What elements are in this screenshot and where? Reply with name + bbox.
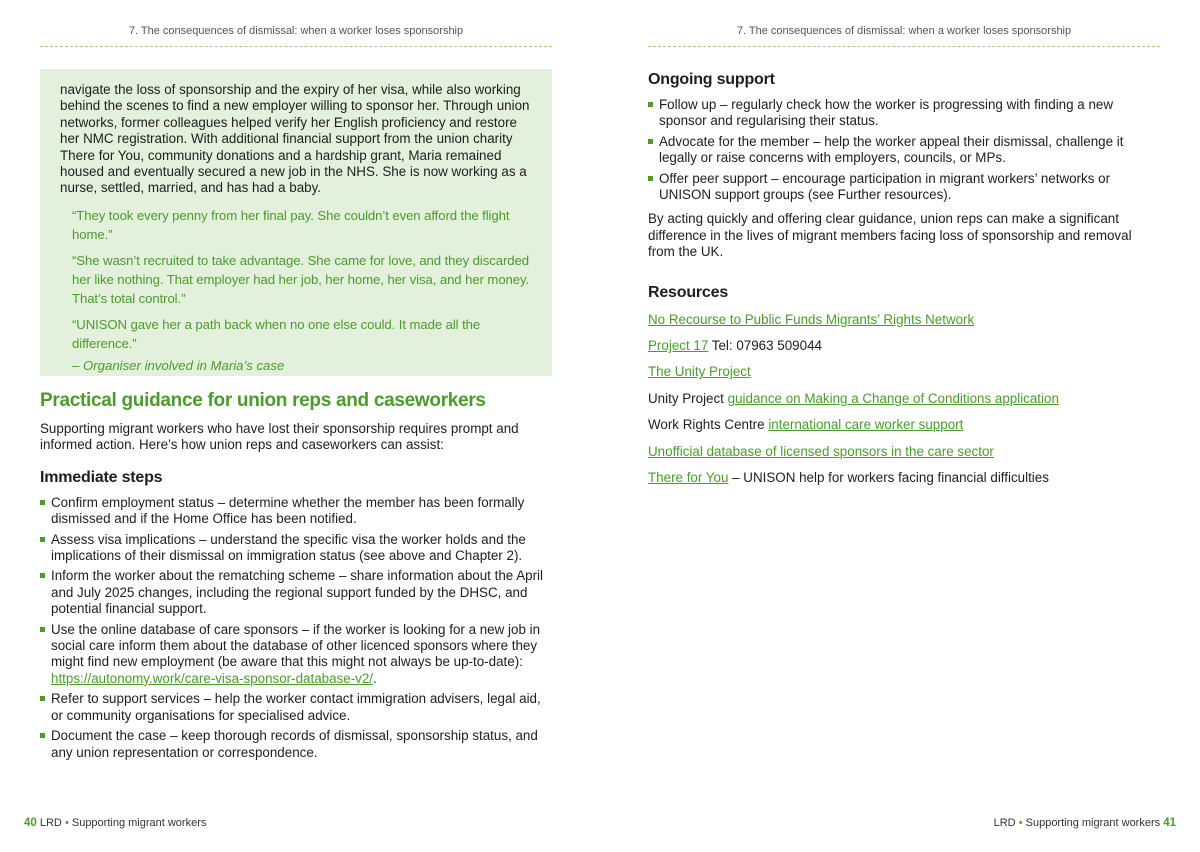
list-item (648, 134, 1160, 167)
resources-heading: Resources (648, 283, 729, 301)
running-head: 7. The consequences of dismissal: when a worker loses sponsorship (648, 25, 1160, 47)
list-item-text: Offer peer support – encourage participation in migrant workers’ networks or UNISON support groups (see Further resources). (659, 170, 1111, 203)
resource-item (648, 444, 1160, 460)
care-worker-support-link[interactable]: international care worker support (768, 417, 964, 433)
footer-title: Supporting migrant workers (1025, 817, 1161, 829)
resource-item (648, 312, 1160, 328)
bullet-square-icon (40, 733, 45, 738)
bullet-square-icon (40, 500, 45, 505)
bullet-square-icon (40, 696, 45, 701)
project-17-link[interactable]: Project 17 (648, 338, 709, 354)
list-item-text: Refer to support services – help the worker contact immigration advisers, legal aid, or community organisations for specialised advice. (51, 691, 541, 723)
resource-item (648, 391, 1160, 407)
footer-bullet: • (64, 817, 69, 829)
resource-item (648, 338, 1160, 354)
bullet-square-icon (40, 627, 45, 632)
resource-item (648, 417, 1160, 433)
running-head: 7. The consequences of dismissal: when a worker loses sponsorship (40, 25, 552, 47)
list-item (648, 171, 1160, 204)
resource-text: Work Rights Centre (648, 417, 769, 433)
licensed-sponsors-database-link[interactable]: Unofficial database of licensed sponsors in the care sector (648, 443, 994, 459)
list-item (40, 691, 552, 724)
bullet-square-icon (40, 573, 45, 578)
section-title: Practical guidance for union reps and caseworkers (40, 390, 486, 411)
quote: “She wasn’t recruited to take advantage. She came for love, and they discarded her like nothing. That employer had her job, her home, her visa, and her money. That’s total control.” (72, 252, 530, 306)
list-item-text: Assess visa implications – understand the specific visa the worker holds and the implications of their dismissal on immigration status (see above and Chapter 2). (51, 531, 526, 564)
right-page (600, 0, 1200, 852)
footer-title: Supporting migrant workers (71, 817, 207, 829)
bullet-square-icon (648, 102, 653, 107)
ongoing-support-list (648, 97, 1160, 203)
immediate-steps-heading: Immediate steps (40, 468, 163, 486)
resources-list (648, 312, 1160, 487)
sponsor-database-link[interactable]: https://autonomy.work/care-visa-sponsor-database-v2/ (51, 670, 374, 686)
case-study-box (40, 69, 552, 376)
bullet-square-icon (648, 176, 653, 181)
nrpf-network-link[interactable]: No Recourse to Public Funds Migrants’ Rights Network (648, 311, 975, 327)
list-item (40, 532, 552, 565)
resource-text: – UNISON help for workers facing financial difficulties (728, 470, 1049, 486)
immediate-steps-list (40, 495, 552, 761)
guidance-section (40, 390, 552, 765)
there-for-you-link[interactable]: There for You (648, 470, 729, 486)
case-study-text: navigate the loss of sponsorship and the expiry of her visa, while also working behind the scenes to find a new employer willing to sponsor her. Through union networks, former colleagues helped verify her English proficiency and restore her NMC registration. With additional financial support from the union charity There for You, community donations and a hardship grant, Maria remained housed and eventually secured a new job in the NHS. She is now working as a nurse, settled, married, and has had a baby. (60, 82, 530, 196)
ongoing-support-heading: Ongoing support (648, 71, 775, 88)
closing-paragraph: By acting quickly and offering clear guidance, union reps can make a significant difference in the lives of migrant members facing loss of sponsorship and removal from the UK. (648, 211, 1132, 260)
list-item-text: Follow up – regularly check how the worker is progressing with finding a new sponsor and regularising their status. (659, 97, 1114, 129)
unity-project-link[interactable]: The Unity Project (648, 364, 751, 380)
list-item-text: Document the case – keep thorough records of dismissal, sponsorship status, and any union representation or correspondence. (51, 728, 538, 760)
change-of-conditions-link[interactable]: guidance on Making a Change of Conditions application (727, 390, 1059, 406)
footer-publisher: LRD (993, 817, 1016, 829)
quote-attribution: – Organiser involved in Maria’s case (72, 357, 285, 373)
quote: “They took every penny from her final pay. She couldn’t even afford the flight home.” (72, 207, 510, 242)
page-number: 40 (24, 817, 37, 829)
resource-item (648, 364, 1160, 380)
quote: “UNISON gave her a path back when no one else could. It made all the difference.” (72, 316, 481, 351)
bullet-square-icon (648, 139, 653, 144)
resource-text: Tel: 07963 509044 (708, 338, 822, 354)
footer-publisher: LRD (39, 817, 62, 829)
list-item (40, 622, 552, 688)
list-item-text: Use the online database of care sponsors – if the worker is looking for a new job in social care inform them about the database of other licenced sponsors where they might find new employment (be aware that this might not always be up-to-date): (51, 621, 541, 670)
resource-text: Unity Project (648, 390, 728, 406)
list-item (40, 495, 552, 528)
intro-paragraph: Supporting migrant workers who have lost their sponsorship requires prompt and informed action. Here’s how union reps and caseworkers can assist: (40, 421, 519, 453)
bullet-square-icon (40, 537, 45, 542)
list-item (648, 97, 1160, 130)
list-item-text: Inform the worker about the rematching scheme – share information about the April and July 2025 changes, including the regional support funded by the DHSC, and potential financial support. (51, 568, 543, 617)
page-number: 41 (1163, 817, 1176, 829)
list-item (40, 728, 552, 761)
list-item-text: Advocate for the member – help the worker appeal their dismissal, challenge it legally or raise concerns with employers, councils, or MPs. (659, 133, 1124, 166)
page-footer (24, 817, 206, 829)
resource-item (648, 470, 1160, 486)
list-item-text: Confirm employment status – determine whether the member has been formally dismissed and if the Home Office has been notified. (51, 494, 525, 527)
ongoing-support-section (648, 70, 1160, 497)
page-footer (994, 817, 1176, 829)
list-item (40, 568, 552, 617)
list-item-end: . (373, 670, 377, 686)
footer-bullet: • (1018, 817, 1023, 829)
